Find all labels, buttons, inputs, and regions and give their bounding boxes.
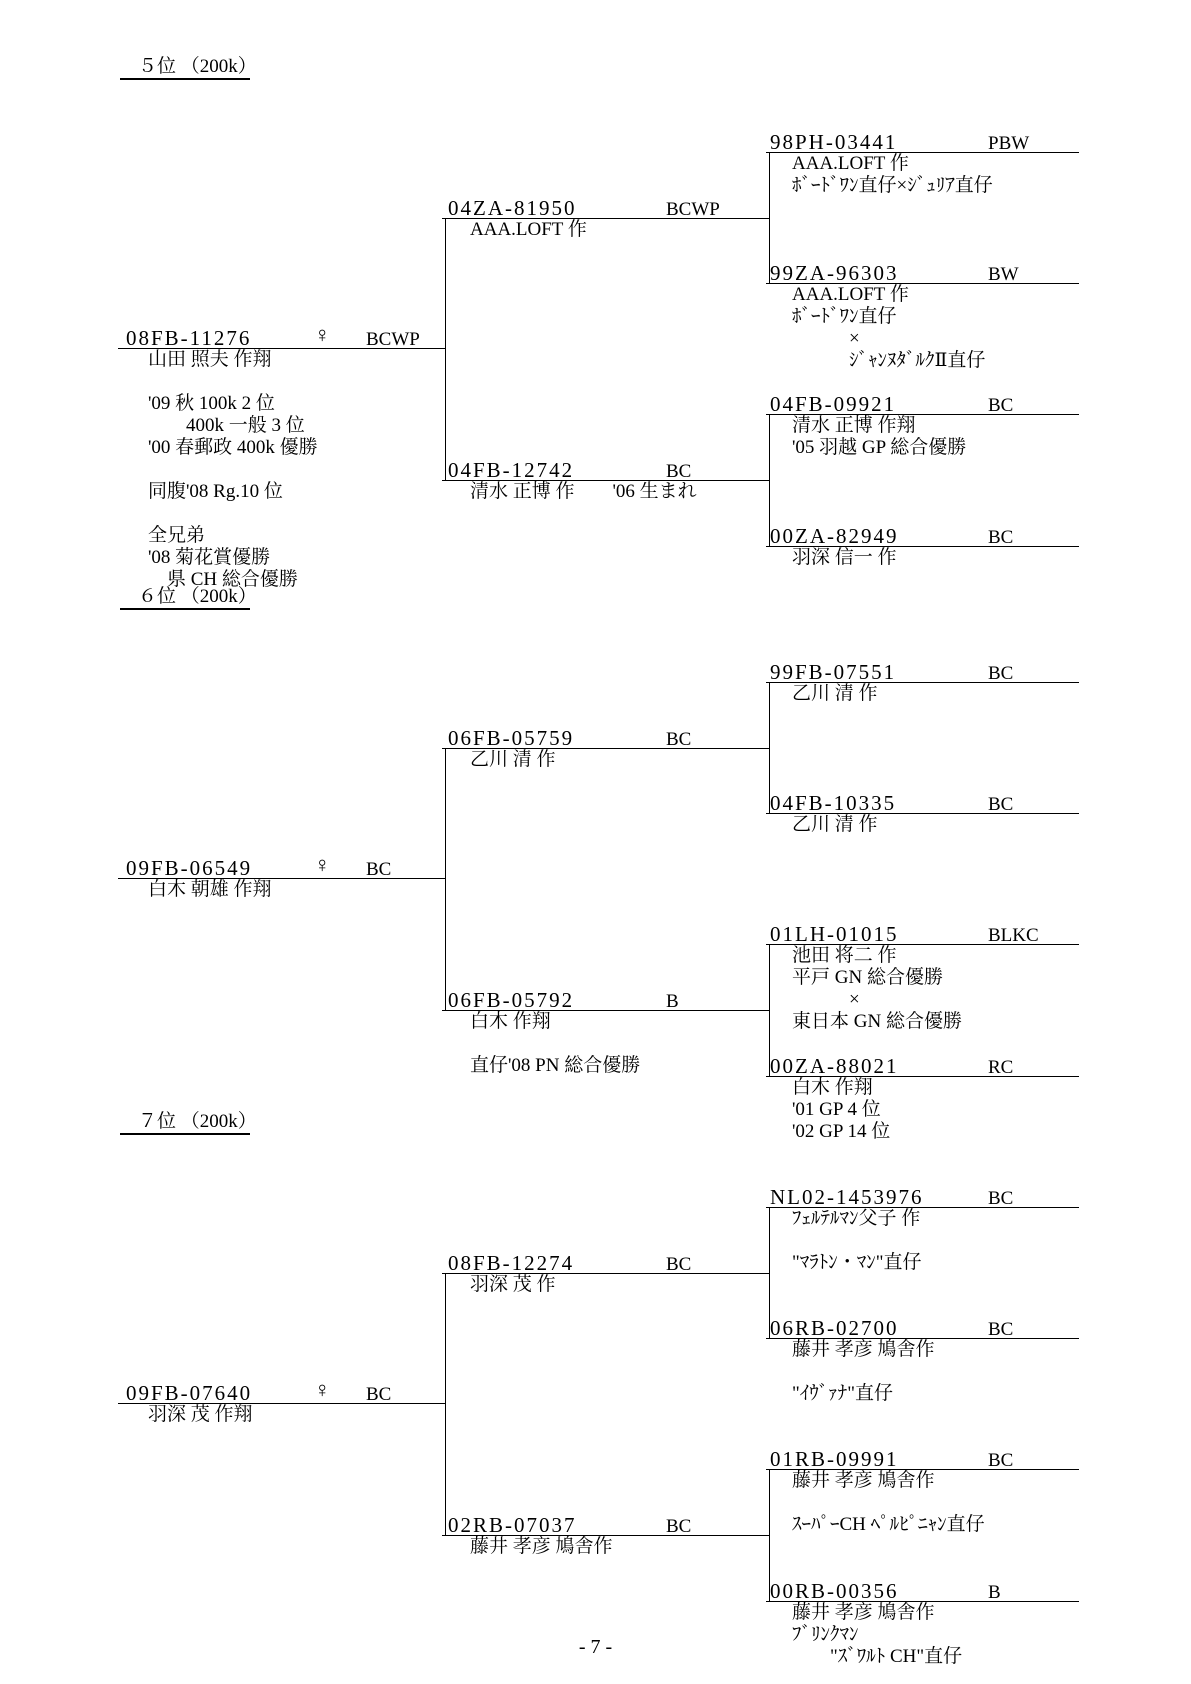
note-line: '09 秋 100k 2 位 xyxy=(148,393,275,414)
sire-notes xyxy=(470,749,556,771)
note-line: ﾌﾞﾘﾝｸﾏﾝ xyxy=(792,1624,859,1645)
dam-ring-number: 02RB-07037 xyxy=(448,1513,577,1537)
dam_dam-ring-number: 00RB-00356 xyxy=(770,1579,899,1603)
note-line: 白木 作翔 xyxy=(792,1077,873,1098)
note-line: AAA.LOFT 作 xyxy=(792,284,909,305)
sire_dam-ring-number: 99ZA-96303 xyxy=(770,261,899,285)
sire-ring-number: 08FB-12274 xyxy=(448,1251,575,1275)
note-line: '02 GP 14 位 xyxy=(792,1121,891,1142)
note-line: 白木 作翔 xyxy=(470,1011,551,1032)
sire-ring-number: 06FB-05759 xyxy=(448,726,575,750)
dam_dam-color: RC xyxy=(988,1057,1014,1078)
dam_sire-notes xyxy=(792,945,962,1033)
note-line: 乙川 清 作 xyxy=(470,749,556,770)
note-line: "ｽﾞﾜﾙﾄ CH"直仔 xyxy=(792,1646,963,1667)
sire_dam-color: BW xyxy=(988,264,1019,285)
note-line: 県 CH 総合優勝 xyxy=(148,569,298,590)
sire_sire-color: BC xyxy=(988,663,1014,684)
dam_dam-color: B xyxy=(988,1582,1001,1603)
bird-color: BCWP xyxy=(366,329,420,350)
sire_dam-ring-number: 04FB-10335 xyxy=(770,791,897,815)
note-line xyxy=(792,1492,985,1514)
note-line: 東日本 GN 総合優勝 xyxy=(792,1011,962,1032)
sire_sire-color: BC xyxy=(988,1188,1014,1209)
placing-heading: ７位 （200k） xyxy=(120,1111,250,1135)
note-line: 藤井 孝彦 鳩舎作 xyxy=(470,1536,613,1557)
dam-notes xyxy=(470,1536,613,1558)
sire-color: BC xyxy=(666,729,692,750)
note-line: 全兄弟 xyxy=(148,525,206,546)
dam_sire-notes xyxy=(792,1470,985,1536)
sex-symbol: ♀ xyxy=(314,852,331,877)
note-line: ｼﾞｬﾝﾇﾀﾞﾙｸⅡ直仔 xyxy=(792,350,986,371)
sex-symbol: ♀ xyxy=(314,1377,331,1402)
note-line: 羽深 茂 作翔 xyxy=(148,1404,253,1425)
note-line xyxy=(470,1033,640,1055)
note-line: 白木 朝雄 作翔 xyxy=(148,879,272,900)
bird-ring-number: 09FB-07640 xyxy=(126,1381,253,1405)
sire_dam-notes xyxy=(792,814,878,836)
note-line: 池田 将二 作 xyxy=(792,945,897,966)
note-line: '01 GP 4 位 xyxy=(792,1099,881,1120)
note-line: 藤井 孝彦 鳩舎作 xyxy=(792,1339,935,1360)
sire-color: BCWP xyxy=(666,199,720,220)
sire-notes xyxy=(470,1274,556,1296)
note-line xyxy=(792,1230,922,1252)
dam_dam-color: BC xyxy=(988,527,1014,548)
note-line: 羽深 茂 作 xyxy=(470,1274,556,1295)
dam-notes xyxy=(470,1011,640,1077)
dam_sire-ring-number: 01RB-09991 xyxy=(770,1447,899,1471)
dam-color: BC xyxy=(666,1516,692,1537)
sire_sire-notes xyxy=(792,1208,922,1274)
placing-heading: ５位 （200k） xyxy=(120,56,250,80)
note-line xyxy=(148,503,318,525)
bracket-dam-parents xyxy=(769,414,770,546)
note-line: '05 羽越 GP 総合優勝 xyxy=(792,437,967,458)
dam_sire-color: BC xyxy=(988,1450,1014,1471)
dam_sire-notes xyxy=(792,415,966,459)
bracket-dam-parents xyxy=(769,1469,770,1601)
placing-heading: ６位 （200k） xyxy=(120,586,250,610)
note-line: '00 春郵政 400k 優勝 xyxy=(148,437,318,458)
note-line: 直仔'08 PN 総合優勝 xyxy=(470,1055,641,1076)
bracket-sire-parents xyxy=(769,152,770,283)
dam-color: BC xyxy=(666,461,692,482)
note-line: 山田 照夫 作翔 xyxy=(148,349,272,370)
bird-color: BC xyxy=(366,1384,392,1405)
bird-color: BC xyxy=(366,859,392,880)
note-line xyxy=(792,1361,935,1383)
dam_sire-ring-number: 04FB-09921 xyxy=(770,392,897,416)
note-line: × xyxy=(792,989,860,1010)
bird-notes xyxy=(148,349,318,591)
note-line: 乙川 清 作 xyxy=(792,683,878,704)
dam-color: B xyxy=(666,991,679,1012)
sire_dam-notes xyxy=(792,1339,935,1405)
note-line: ｽｰﾊﾟｰCH ﾍﾟﾙﾋﾟﾆｬﾝ直仔 xyxy=(792,1514,985,1535)
bird-ring-number: 09FB-06549 xyxy=(126,856,253,880)
sire_sire-notes xyxy=(792,683,878,705)
dam_sire-color: BC xyxy=(988,395,1014,416)
bird-notes xyxy=(148,879,272,901)
dam_dam-ring-number: 00ZA-82949 xyxy=(770,524,899,548)
dam_sire-color: BLKC xyxy=(988,925,1039,946)
dam_dam-ring-number: 00ZA-88021 xyxy=(770,1054,899,1078)
note-line: "ｲｳﾞｧﾅ"直仔 xyxy=(792,1383,894,1404)
sire_sire-notes xyxy=(792,153,993,197)
note-line: × xyxy=(792,328,860,349)
sire_dam-color: BC xyxy=(988,1319,1014,1340)
note-line: 清水 正博 作翔 xyxy=(792,415,916,436)
dam_dam-notes xyxy=(792,547,897,569)
dam-ring-number: 06FB-05792 xyxy=(448,988,575,1012)
dam-ring-number: 04FB-12742 xyxy=(448,458,575,482)
dam-notes xyxy=(470,481,697,503)
bracket-dam-parents xyxy=(769,944,770,1076)
note-line: AAA.LOFT 作 xyxy=(792,153,909,174)
note-line: "ﾏﾗﾄﾝ・ﾏﾝ"直仔 xyxy=(792,1252,922,1273)
note-line: ﾎﾞｰﾄﾞﾜﾝ直仔 xyxy=(792,306,897,327)
sire_sire-ring-number: 98PH-03441 xyxy=(770,130,898,154)
bird-notes xyxy=(148,1404,253,1426)
bracket-parents xyxy=(445,748,446,1010)
note-line xyxy=(148,459,318,481)
note-line: 同腹'08 Rg.10 位 xyxy=(148,481,283,502)
note-line: ﾌｪﾙﾃﾙﾏﾝ父子 作 xyxy=(792,1208,921,1229)
note-line: 羽深 信一 作 xyxy=(792,547,897,568)
sire_dam-notes xyxy=(792,284,985,372)
pedigree-section xyxy=(0,52,1191,590)
note-line: 乙川 清 作 xyxy=(792,814,878,835)
note-line xyxy=(148,371,318,393)
sire_dam-color: BC xyxy=(988,794,1014,815)
note-line: 清水 正博 作 '06 生まれ xyxy=(470,481,697,502)
sire_sire-color: PBW xyxy=(988,133,1030,154)
sire_sire-ring-number: NL02-1453976 xyxy=(770,1185,924,1209)
sire_sire-ring-number: 99FB-07551 xyxy=(770,660,897,684)
sire-ring-number: 04ZA-81950 xyxy=(448,196,577,220)
bird-ring-number: 08FB-11276 xyxy=(126,326,252,350)
pedigree-section xyxy=(0,1107,1191,1667)
sire-color: BC xyxy=(666,1254,692,1275)
note-line: 藤井 孝彦 鳩舎作 xyxy=(792,1470,935,1491)
note-line: '08 菊花賞優勝 xyxy=(148,547,271,568)
note-line: 400k 一般 3 位 xyxy=(148,415,305,436)
sire_dam-ring-number: 06RB-02700 xyxy=(770,1316,899,1340)
bracket-parents xyxy=(445,1273,446,1535)
bracket-sire-parents xyxy=(769,682,770,813)
page-number: - 7 - xyxy=(578,1636,613,1658)
sire-notes xyxy=(470,219,587,241)
bracket-parents xyxy=(445,218,446,480)
bracket-sire-parents xyxy=(769,1207,770,1338)
sex-symbol: ♀ xyxy=(314,322,331,347)
note-line: 藤井 孝彦 鳩舎作 xyxy=(792,1602,935,1623)
note-line: 平戸 GN 総合優勝 xyxy=(792,967,943,988)
dam_sire-ring-number: 01LH-01015 xyxy=(770,922,899,946)
note-line: AAA.LOFT 作 xyxy=(470,219,587,240)
note-line: ﾎﾞｰﾄﾞﾜﾝ直仔×ｼﾞｭﾘｱ直仔 xyxy=(792,175,993,196)
